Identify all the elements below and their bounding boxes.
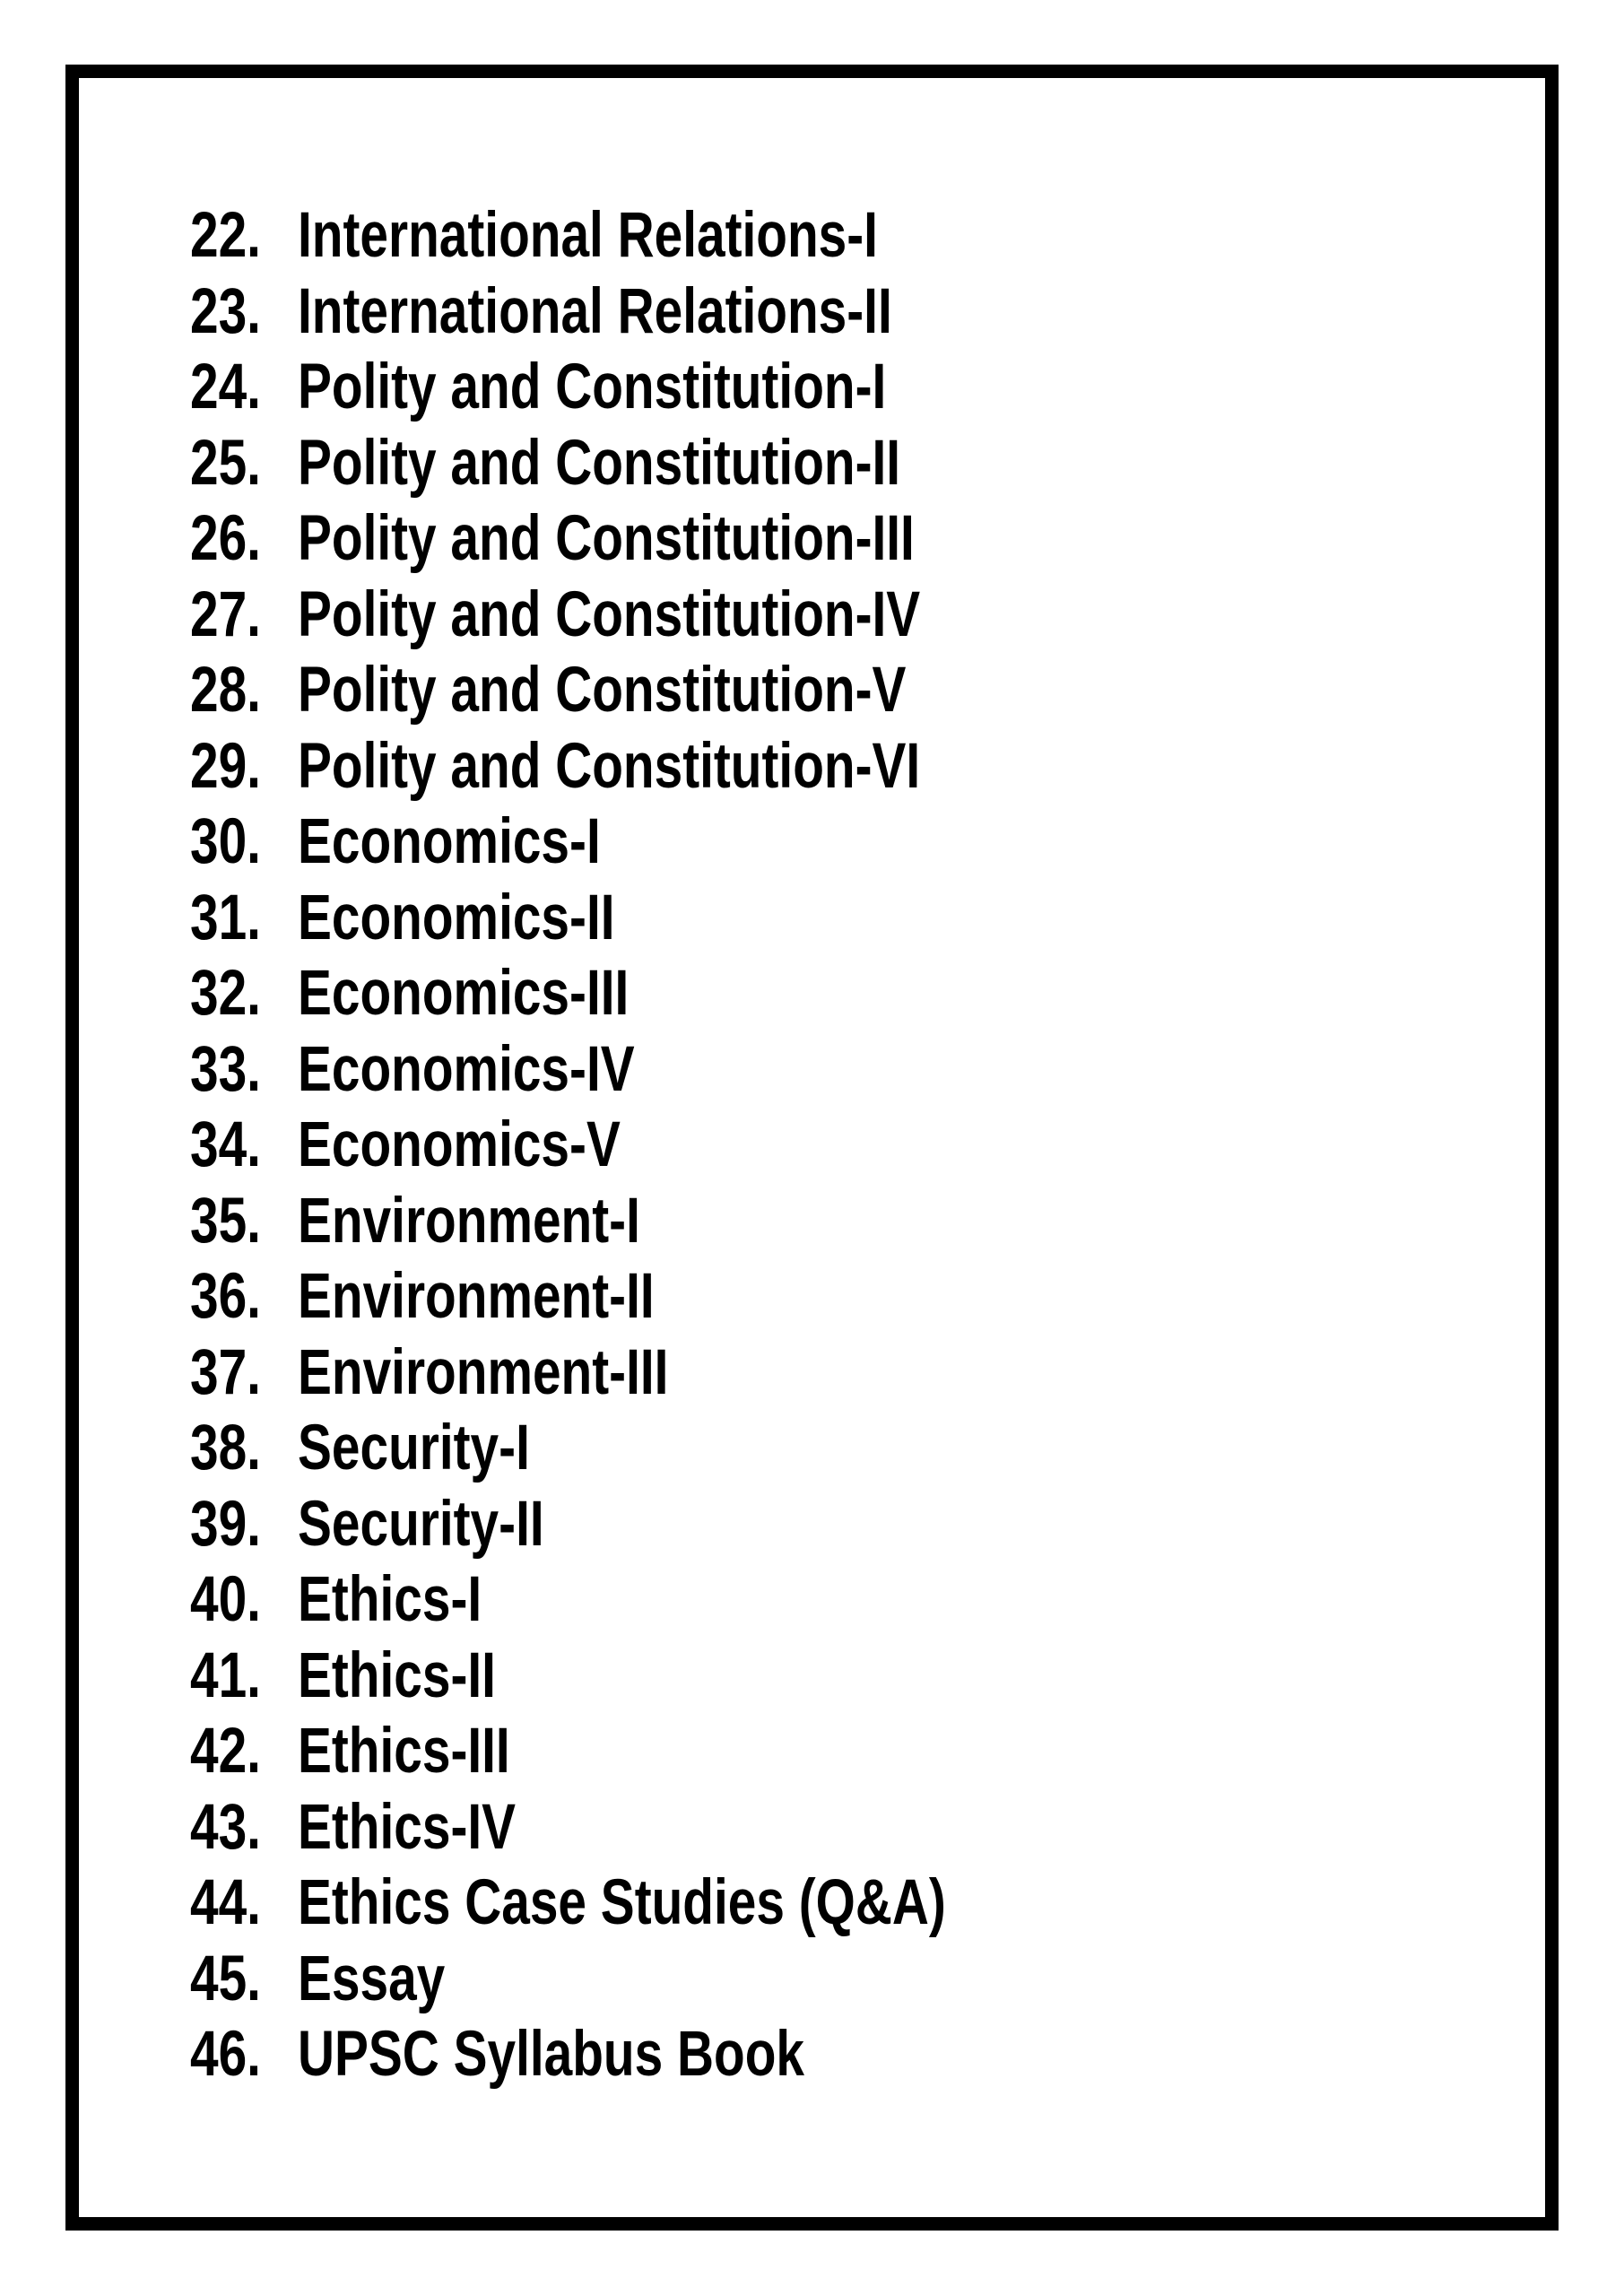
item-title: International Relations-I: [298, 200, 878, 271]
item-title: International Relations-II: [298, 275, 892, 347]
item-title: Environment-II: [298, 1261, 655, 1332]
list-item: [190, 1942, 1107, 2018]
list-item: [190, 1032, 1107, 1109]
list-item: [190, 350, 1107, 426]
item-number: 32.: [190, 958, 261, 1029]
item-title: Security-I: [298, 1413, 530, 1483]
item-title: Polity and Constitution-I: [298, 352, 887, 422]
list-item: [190, 198, 1107, 274]
item-number: 29.: [190, 730, 261, 802]
list-item: [190, 1411, 1107, 1487]
list-item: [190, 1184, 1107, 1260]
item-number: 44.: [190, 1867, 261, 1938]
list-item: [190, 578, 1107, 654]
item-title: Ethics-III: [298, 1716, 510, 1787]
item-title: Ethics-I: [298, 1564, 482, 1635]
item-title: Ethics Case Studies (Q&A): [298, 1867, 946, 1938]
item-number: 25.: [190, 427, 261, 499]
list-item: [190, 1639, 1107, 1715]
item-number: 31.: [190, 882, 261, 953]
item-number: 26.: [190, 503, 261, 574]
list-item: [190, 1487, 1107, 1563]
item-title: Environment-III: [298, 1336, 669, 1408]
list-item: [190, 881, 1107, 957]
item-number: 40.: [190, 1564, 261, 1635]
item-number: 34.: [190, 1109, 261, 1180]
list-item: [190, 804, 1107, 881]
list-item: [190, 274, 1107, 351]
item-number: 43.: [190, 1791, 261, 1863]
item-title: Essay: [298, 1943, 446, 2014]
item-number: 46.: [190, 2019, 261, 2090]
item-title: Economics-V: [298, 1109, 621, 1180]
item-number: 27.: [190, 578, 261, 650]
list-item: [190, 501, 1107, 578]
item-number: 28.: [190, 655, 261, 726]
list-item: [190, 1866, 1107, 1942]
item-number: 23.: [190, 275, 261, 347]
item-number: 35.: [190, 1185, 261, 1257]
item-title: Economics-II: [298, 882, 615, 953]
list-item: [190, 956, 1107, 1032]
item-number: 39.: [190, 1488, 261, 1560]
item-number: 37.: [190, 1336, 261, 1408]
list-item: [190, 426, 1107, 502]
item-number: 30.: [190, 806, 261, 877]
item-title: Economics-I: [298, 806, 601, 877]
list-item: [190, 1259, 1107, 1335]
item-number: 33.: [190, 1033, 261, 1105]
toc-list: [190, 198, 1107, 2093]
item-title: Polity and Constitution-III: [298, 503, 915, 574]
item-number: 42.: [190, 1716, 261, 1787]
item-title: Ethics-IV: [298, 1791, 517, 1863]
item-title: Polity and Constitution-VI: [298, 730, 921, 802]
item-title: Polity and Constitution-V: [298, 655, 907, 726]
item-number: 41.: [190, 1639, 261, 1711]
item-title: UPSC Syllabus Book: [298, 2019, 804, 2090]
item-number: 24.: [190, 352, 261, 422]
list-item: [190, 1108, 1107, 1184]
list-item: [190, 2017, 1107, 2093]
item-title: Economics-III: [298, 958, 630, 1029]
item-title: Security-II: [298, 1488, 544, 1560]
item-title: Polity and Constitution-IV: [298, 578, 921, 650]
item-title: Economics-IV: [298, 1033, 635, 1105]
list-item: [190, 653, 1107, 729]
list-item: [190, 1714, 1107, 1790]
item-number: 45.: [190, 1943, 261, 2014]
item-number: 38.: [190, 1413, 261, 1483]
list-item: [190, 1790, 1107, 1866]
item-title: Ethics-II: [298, 1639, 496, 1711]
list-item: [190, 1562, 1107, 1639]
item-title: Environment-I: [298, 1185, 640, 1257]
list-item: [190, 1335, 1107, 1412]
list-item: [190, 729, 1107, 805]
item-number: 36.: [190, 1261, 261, 1332]
item-title: Polity and Constitution-II: [298, 427, 901, 499]
item-number: 22.: [190, 200, 261, 271]
